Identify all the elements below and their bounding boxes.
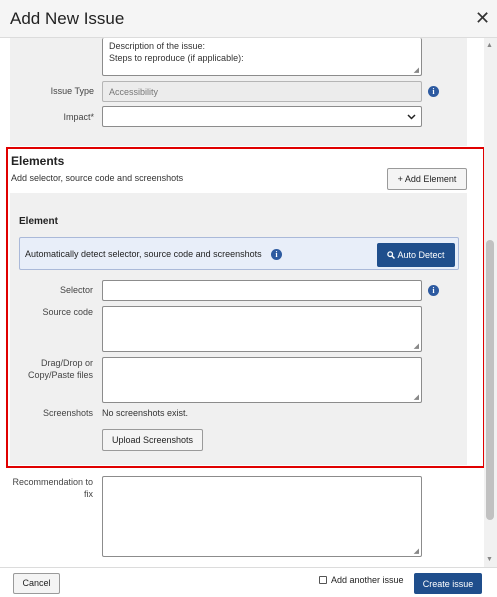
screenshots-label: Screenshots [42,408,93,418]
dialog-title: Add New Issue [10,9,125,28]
impact-label: Impact* [63,112,94,122]
screenshots-value: No screenshots exist. [102,408,189,418]
dragdrop-label-line-1: Drag/Drop or [40,358,93,368]
resize-grip-icon[interactable]: ◢ [413,548,419,555]
add-element-button[interactable]: + Add Element [387,168,467,190]
upload-screenshots-button[interactable]: Upload Screenshots [102,429,203,451]
elements-subtitle: Add selector, source code and screenshots [11,173,184,183]
scrollbar-thumb[interactable] [486,240,494,520]
close-icon[interactable]: ✕ [475,8,491,28]
info-icon[interactable]: i [271,249,282,260]
info-icon[interactable]: i [428,86,439,97]
recommendation-label-line-1: Recommendation to [12,477,93,487]
cancel-button[interactable]: Cancel [13,573,60,594]
description-line-1: Description of the issue: [109,41,206,51]
create-issue-button[interactable]: Create issue [414,573,482,594]
add-another-label[interactable]: Add another issue [331,575,404,585]
add-another-checkbox[interactable] [319,576,327,584]
impact-select[interactable] [102,106,422,127]
auto-detect-label: Auto Detect [397,250,445,260]
description-textarea[interactable] [102,38,422,76]
issue-type-value: Accessibility [109,87,159,97]
resize-grip-icon[interactable]: ◢ [413,343,419,350]
element-heading: Element [19,216,58,227]
recommendation-textarea[interactable] [102,476,422,557]
dragdrop-label-line-2: Copy/Paste files [27,370,93,380]
resize-grip-icon[interactable]: ◢ [413,67,419,74]
info-icon[interactable]: i [428,285,439,296]
resize-grip-icon[interactable]: ◢ [413,394,419,401]
selector-label: Selector [59,285,93,295]
autodetect-text: Automatically detect selector, source code and screenshots [25,249,262,259]
scroll-up-icon[interactable]: ▲ [486,42,493,49]
chevron-down-icon [407,114,416,120]
recommendation-label-line-2: fix [84,489,93,499]
elements-heading: Elements [11,154,65,168]
description-line-2: Steps to reproduce (if applicable): [109,53,244,63]
issue-type-field [102,81,422,102]
scroll-down-icon[interactable]: ▼ [486,556,493,563]
recommendation-label [10,476,93,500]
elements-highlight [6,147,485,468]
source-code-label: Source code [42,307,93,317]
issue-type-label: Issue Type [50,86,94,96]
